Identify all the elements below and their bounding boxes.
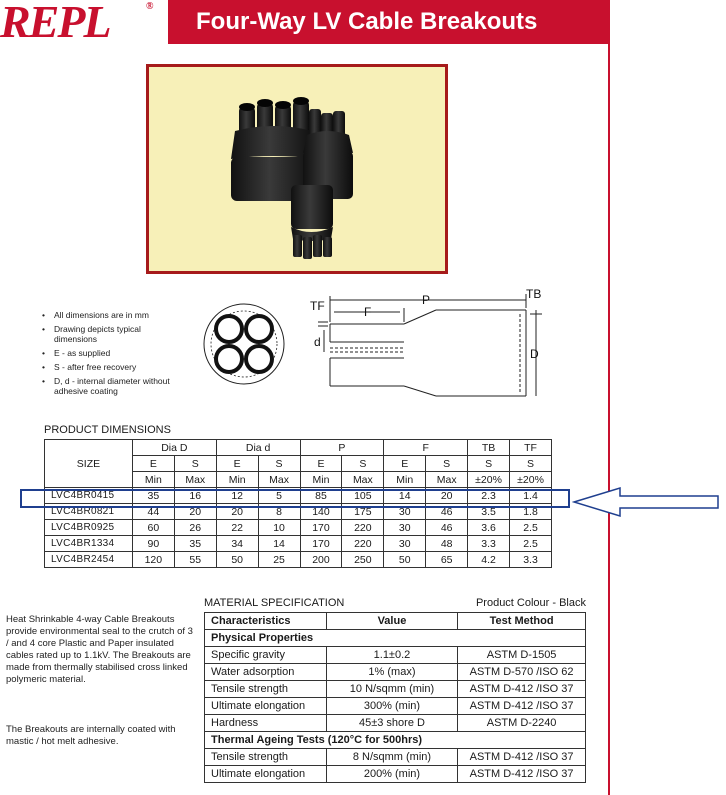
note-item: • E - as supplied <box>40 348 180 358</box>
tb-label: TB <box>526 287 542 301</box>
product-colour: Product Colour - Black <box>475 597 586 609</box>
note-item: • S - after free recovery <box>40 362 180 372</box>
table-row <box>45 536 552 552</box>
group-header: P <box>300 440 384 456</box>
table-row <box>205 715 586 732</box>
value-cell: 35 <box>174 536 216 552</box>
limit-header: ±20% <box>510 472 552 488</box>
table-row <box>205 681 586 698</box>
section-title: Thermal Ageing Tests (120°C for 500hrs) <box>205 732 586 749</box>
limit-header: Max <box>258 472 300 488</box>
table-row <box>205 647 586 664</box>
size-cell: LVC4BR0415 <box>45 488 133 504</box>
row-highlight-box <box>20 489 570 508</box>
test-method-cell: ASTM D-570 /ISO 62 <box>458 664 586 681</box>
characteristic-cell: Ultimate elongation <box>205 766 327 783</box>
f-label: F <box>364 305 372 319</box>
column-header: Test Method <box>458 613 586 630</box>
logo-text: REPL <box>0 0 110 47</box>
side-view-diagram <box>318 294 542 396</box>
value-cell: 90 <box>132 536 174 552</box>
characteristic-cell: Hardness <box>205 715 327 732</box>
dimension-notes <box>40 310 180 400</box>
cable-breakouts-illustration <box>149 67 445 271</box>
state-header: S <box>258 456 300 472</box>
value-cell: 8 <box>258 504 300 520</box>
table-row <box>205 766 586 783</box>
limit-header: Min <box>132 472 174 488</box>
tf-label: TF <box>310 299 325 313</box>
value-cell: 200% (min) <box>326 766 457 783</box>
column-header: Characteristics <box>205 613 327 630</box>
size-cell: LVC4BR2454 <box>45 552 133 568</box>
state-header: E <box>384 456 426 472</box>
value-cell: 175 <box>342 504 384 520</box>
value-cell: 5 <box>258 488 300 504</box>
limit-header: Min <box>216 472 258 488</box>
value-cell: 50 <box>216 552 258 568</box>
limit-header: Max <box>426 472 468 488</box>
value-cell: 16 <box>174 488 216 504</box>
value-cell: 3.3 <box>468 536 510 552</box>
value-cell: 20 <box>174 504 216 520</box>
test-method-cell: ASTM D-2240 <box>458 715 586 732</box>
value-cell: 1.1±0.2 <box>326 647 457 664</box>
p-label: P <box>422 293 431 307</box>
state-header: S <box>342 456 384 472</box>
value-cell: 14 <box>258 536 300 552</box>
value-cell: 3.3 <box>510 552 552 568</box>
table-row <box>45 552 552 568</box>
group-header: TB <box>468 440 510 456</box>
table-row <box>45 520 552 536</box>
note-item: • Drawing depicts typical dimensions <box>40 324 180 344</box>
state-header: E <box>132 456 174 472</box>
state-header: S <box>174 456 216 472</box>
size-cell: LVC4BR0821 <box>45 504 133 520</box>
size-cell: LVC4BR1334 <box>45 536 133 552</box>
value-cell: 85 <box>300 488 342 504</box>
characteristic-cell: Tensile strength <box>205 749 327 766</box>
right-border-rule <box>608 44 610 795</box>
group-header: Dia D <box>132 440 216 456</box>
coating-description: The Breakouts are internally coated with mastic / hot melt adhesive. <box>6 724 176 747</box>
value-cell: 50 <box>384 552 426 568</box>
value-cell: 55 <box>174 552 216 568</box>
value-cell: 10 N/sqmm (min) <box>326 681 457 698</box>
value-cell: 30 <box>384 536 426 552</box>
cross-section-diagram <box>204 304 284 384</box>
value-cell: 8 N/sqmm (min) <box>326 749 457 766</box>
value-cell: 44 <box>132 504 174 520</box>
value-cell: 120 <box>132 552 174 568</box>
characteristic-cell: Ultimate elongation <box>205 698 327 715</box>
page-title: Four-Way LV Cable Breakouts <box>168 0 610 44</box>
limit-header: ±20% <box>468 472 510 488</box>
group-header: F <box>384 440 468 456</box>
value-cell: 200 <box>300 552 342 568</box>
value-cell: 14 <box>384 488 426 504</box>
value-cell: 46 <box>426 520 468 536</box>
value-cell: 26 <box>174 520 216 536</box>
value-cell: 300% (min) <box>326 698 457 715</box>
test-method-cell: ASTM D-412 /ISO 37 <box>458 766 586 783</box>
value-cell: 34 <box>216 536 258 552</box>
group-header: Dia d <box>216 440 300 456</box>
value-cell: 46 <box>426 504 468 520</box>
d-small-label: d <box>314 335 321 349</box>
column-header: Value <box>326 613 457 630</box>
value-cell: 3.5 <box>468 504 510 520</box>
section-row <box>205 732 586 749</box>
material-spec-heading: MATERIAL SPECIFICATION <box>204 597 345 609</box>
registered-mark: ® <box>146 1 154 12</box>
value-cell: 3.6 <box>468 520 510 536</box>
test-method-cell: ASTM D-412 /ISO 37 <box>458 749 586 766</box>
value-cell: 12 <box>216 488 258 504</box>
test-method-cell: ASTM D-412 /ISO 37 <box>458 698 586 715</box>
value-cell: 22 <box>216 520 258 536</box>
value-cell: 1.4 <box>510 488 552 504</box>
value-cell: 30 <box>384 504 426 520</box>
value-cell: 20 <box>216 504 258 520</box>
value-cell: 2.3 <box>468 488 510 504</box>
value-cell: 45±3 shore D <box>326 715 457 732</box>
limit-header: Min <box>300 472 342 488</box>
note-item: • All dimensions are in mm <box>40 310 180 320</box>
state-header: E <box>216 456 258 472</box>
state-header: S <box>426 456 468 472</box>
value-cell: 10 <box>258 520 300 536</box>
brand-logo <box>0 0 160 47</box>
value-cell: 60 <box>132 520 174 536</box>
value-cell: 2.5 <box>510 520 552 536</box>
value-cell: 35 <box>132 488 174 504</box>
material-spec-table <box>204 612 586 783</box>
value-cell: 140 <box>300 504 342 520</box>
test-method-cell: ASTM D-1505 <box>458 647 586 664</box>
dimension-drawing <box>200 286 560 406</box>
d-large-label: D <box>530 347 539 361</box>
state-header: S <box>468 456 510 472</box>
limit-header: Max <box>174 472 216 488</box>
characteristic-cell: Tensile strength <box>205 681 327 698</box>
group-header: TF <box>510 440 552 456</box>
value-cell: 250 <box>342 552 384 568</box>
table-row <box>205 664 586 681</box>
value-cell: 20 <box>426 488 468 504</box>
value-cell: 4.2 <box>468 552 510 568</box>
state-header: S <box>510 456 552 472</box>
table-header-row <box>45 440 552 456</box>
section-title: Physical Properties <box>205 630 586 647</box>
value-cell: 1% (max) <box>326 664 457 681</box>
value-cell: 220 <box>342 520 384 536</box>
size-cell: LVC4BR0925 <box>45 520 133 536</box>
value-cell: 30 <box>384 520 426 536</box>
left-arrow-icon <box>572 485 722 519</box>
value-cell: 220 <box>342 536 384 552</box>
state-header: E <box>300 456 342 472</box>
section-row <box>205 630 586 647</box>
product-photo <box>146 64 448 274</box>
value-cell: 48 <box>426 536 468 552</box>
table-row <box>205 749 586 766</box>
characteristic-cell: Specific gravity <box>205 647 327 664</box>
product-dimensions-heading: PRODUCT DIMENSIONS <box>44 424 171 436</box>
limit-header: Max <box>342 472 384 488</box>
note-item: • D, d - internal diameter without adhesive coating <box>40 376 180 396</box>
value-cell: 105 <box>342 488 384 504</box>
limit-header: Min <box>384 472 426 488</box>
value-cell: 1.8 <box>510 504 552 520</box>
table-row <box>205 698 586 715</box>
value-cell: 2.5 <box>510 536 552 552</box>
value-cell: 170 <box>300 536 342 552</box>
value-cell: 25 <box>258 552 300 568</box>
size-header: SIZE <box>45 440 133 488</box>
product-description: Heat Shrinkable 4-way Cable Breakouts provide environmental seal to the crutch of 3 / and 4 core Plastic and Paper insulated cables rated up to 1.1kV. The Breakouts are made from thermally stabilised cross linked polymeric material. <box>6 614 193 685</box>
characteristic-cell: Water adsorption <box>205 664 327 681</box>
value-cell: 170 <box>300 520 342 536</box>
value-cell: 65 <box>426 552 468 568</box>
test-method-cell: ASTM D-412 /ISO 37 <box>458 681 586 698</box>
table-header-row <box>205 613 586 630</box>
